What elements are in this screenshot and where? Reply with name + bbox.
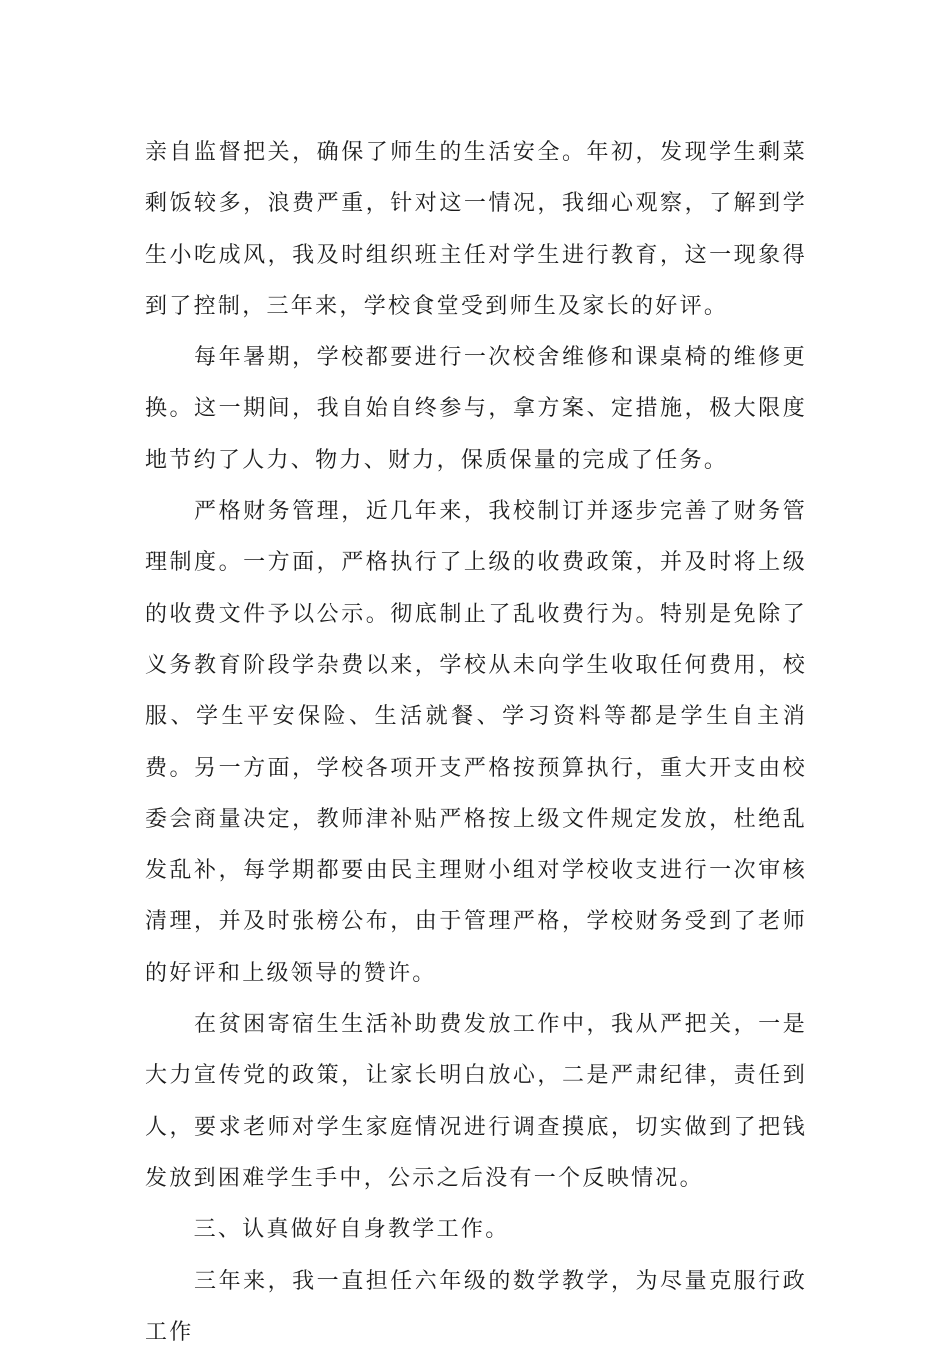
paragraph-financial-management: 严格财务管理，近几年来，我校制订并逐步完善了财务管理制度。一方面，严格执行了上级的收费政策，并及时将上级的收费文件予以公示。彻底制止了乱收费行为。特别是免除了义务教育阶段学杂费以来，学校从未向学生收取任何费用，校服、学生平安保险、生活就餐、学习资料等都是学生自主消费。另一方面，学校各项开支严格按预算执行，重大开支由校委会商量决定，教师津补贴严格按上级文件规定发放，杜绝乱发乱补，每学期都要由民主理财小组对学校收支进行一次审核清理，并及时张榜公布，由于管理严格，学校财务受到了老师的好评和上级领导的赞许。 [145,499,807,986]
document-body [145,127,807,1358]
paragraph-summer-repairs: 每年暑期，学校都要进行一次校舍维修和课桌椅的维修更换。这一期间，我自始自终参与，拿方案、定措施，极大限度地节约了人力、物力、财力，保质保量的完成了任务。 [145,345,807,473]
paragraph-math-teaching: 三年来，我一直担任六年级的数学教学，为尽量克服行政工作 [145,1268,807,1345]
paragraph-boarding-subsidy: 在贫困寄宿生生活补助费发放工作中，我从严把关，一是大力宣传党的政策，让家长明白放心，二是严肃纪律，责任到人，要求老师对学生家庭情况进行调查摸底，切实做到了把钱发放到困难学生手中，公示之后没有一个反映情况。 [145,1012,807,1191]
section-heading-teaching-work: 三、认真做好自身教学工作。 [145,1217,510,1243]
paragraph-canteen-supervision: 亲自监督把关，确保了师生的生活安全。年初，发现学生剩菜剩饭较多，浪费严重，针对这一情况，我细心观察，了解到学生小吃成风，我及时组织班主任对学生进行教育，这一现象得到了控制，三年来，学校食堂受到师生及家长的好评。 [145,140,807,319]
